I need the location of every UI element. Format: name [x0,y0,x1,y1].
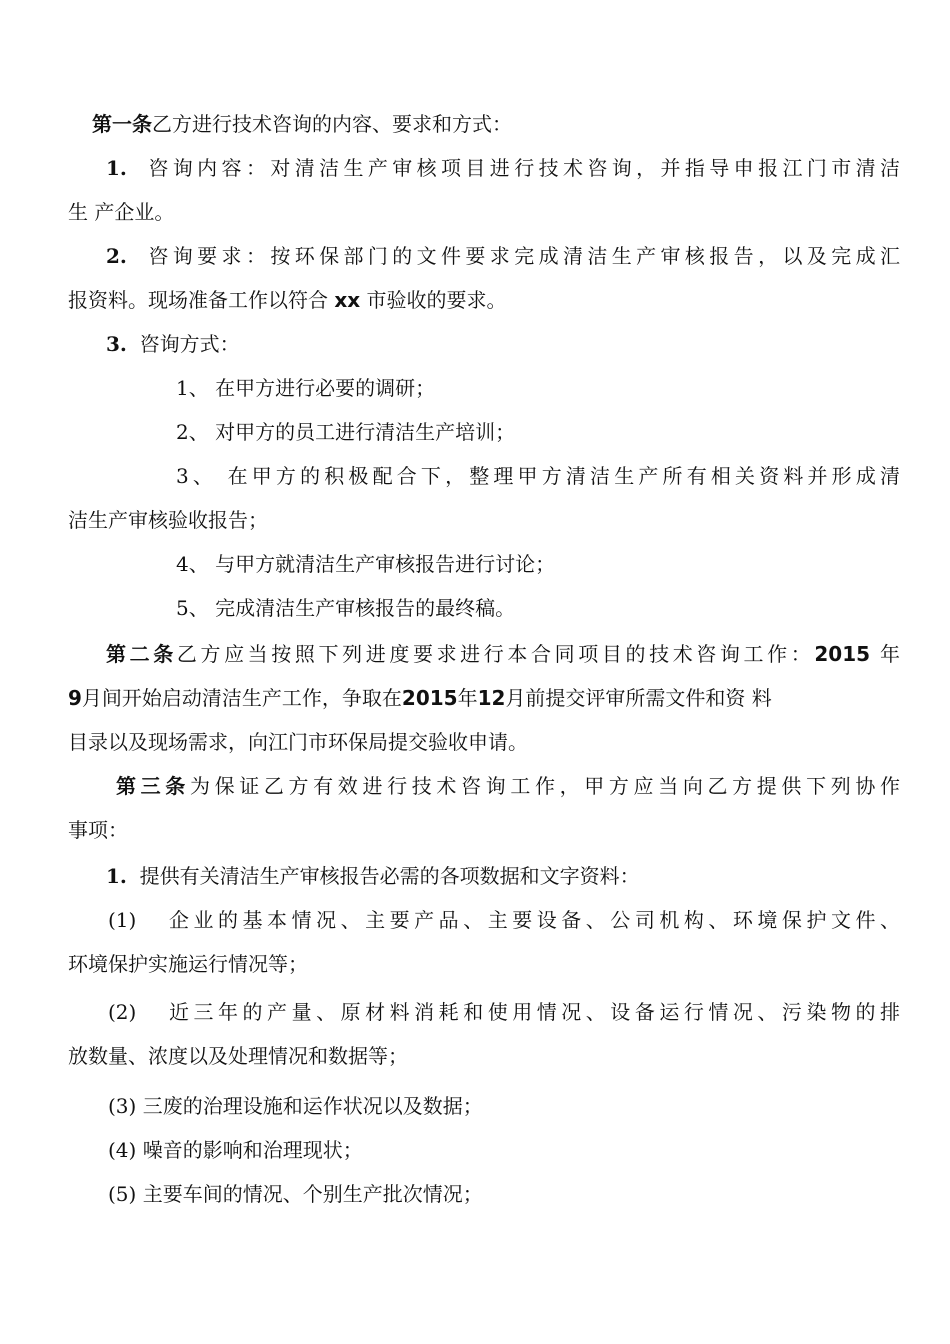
article3-line2: 事项： [68,818,128,842]
sub-number: 5、 [176,596,209,620]
article2-line2 [68,684,772,712]
item-number: 2. [106,244,127,268]
item-text: 咨询方式： [139,332,240,356]
sub-number: 4、 [176,552,209,576]
article1-sub3-line2: 洁生产审核验收报告； [68,508,268,532]
article3-p5 [108,1180,483,1208]
article2-line1 [106,640,900,668]
paren-text: 主要车间的情况、个别生产批次情况； [142,1182,483,1206]
article3-p2-line1 [108,998,900,1026]
sub-number: 3、 [176,464,218,488]
month-value: 9 [68,686,82,710]
year-value: 2015 [401,686,458,710]
paren-text: 企业的基本情况、主要产品、主要设备、公司机构、环境保护文件、 [168,908,901,932]
article1-item3 [106,330,240,358]
article2-line3: 目录以及现场需求，向江门市环保局提交验收申请。 [68,730,528,754]
article3-p1-line1 [108,906,900,934]
sub-text: 在甲方的积极配合下，整理甲方清洁生产所有相关资料并形成清 [227,464,901,488]
article3-heading: 第三条 [116,774,190,798]
item-number: 1. [106,156,127,180]
item-number: 3. [106,332,127,356]
sub-text: 在甲方进行必要的调研； [215,376,436,400]
article1-item1-line1 [106,154,900,182]
item-text: 提供有关清洁生产审核报告必需的各项数据和文字资料： [139,864,640,888]
article1-sub5 [176,594,515,622]
paren-number: (5) [108,1182,137,1206]
item-number: 1. [106,864,127,888]
sub-number: 1、 [176,376,209,400]
article1-item2-line2 [68,286,507,314]
article2-heading: 第二条 [106,642,177,666]
paren-text: 三废的治理设施和运作状况以及数据； [142,1094,483,1118]
article2-text: 年 [880,642,901,666]
article3-text: 为保证乙方有效进行技术咨询工作，甲方应当向乙方提供下列协作 [189,774,901,798]
month-value: 12 [477,686,506,710]
article1-item2-line1 [106,242,900,270]
paren-text: 近三年的产量、原材料消耗和使用情况、设备运行情况、污染物的排 [168,1000,901,1024]
article3-line1 [116,772,900,800]
item-text: 报资料。现场准备工作以符合 [68,288,335,312]
paren-number: (1) [108,908,137,932]
article2-text: 月间开始启动清洁生产工作，争取在 [81,686,402,710]
article1-sub1 [176,374,435,402]
paren-number: (3) [108,1094,137,1118]
article1-heading-text: 乙方进行技术咨询的内容、要求和方式： [152,112,512,136]
item-text: 市验收的要求。 [360,288,507,312]
article2-text: 月前提交评审所需文件和资 料 [505,686,772,710]
article1-item1-line2: 生 产企业。 [68,200,175,224]
article1-sub2 [176,418,515,446]
item-text: 咨询要求：按环保部门的文件要求完成清洁生产审核报告，以及完成汇 [148,244,901,268]
year-value: 2015 [814,642,871,666]
paren-text: 噪音的影响和治理现状； [142,1138,363,1162]
item-text: 咨询内容：对清洁生产审核项目进行技术咨询，并指导申报江门市清洁 [148,156,901,180]
sub-number: 2、 [176,420,209,444]
article1-sub3-line1 [176,462,900,490]
article3-p4 [108,1136,363,1164]
paren-number: (2) [108,1000,137,1024]
sub-text: 对甲方的员工进行清洁生产培训； [215,420,516,444]
article3-item1 [106,862,640,890]
article1-line [92,110,512,138]
city-placeholder: xx [334,288,361,312]
article1-sub4 [176,550,555,578]
paren-number: (4) [108,1138,137,1162]
sub-text: 完成清洁生产审核报告的最终稿。 [215,596,516,620]
article3-p1-line2: 环境保护实施运行情况等； [68,952,308,976]
sub-text: 与甲方就清洁生产审核报告进行讨论； [215,552,556,576]
article3-p3 [108,1092,483,1120]
article1-heading: 第一条 [92,112,152,136]
article3-p2-line2: 放数量、浓度以及处理情况和数据等； [68,1044,408,1068]
article2-text: 年 [457,686,478,710]
article2-text: 乙方应当按照下列进度要求进行本合同项目的技术咨询工作： [176,642,815,666]
